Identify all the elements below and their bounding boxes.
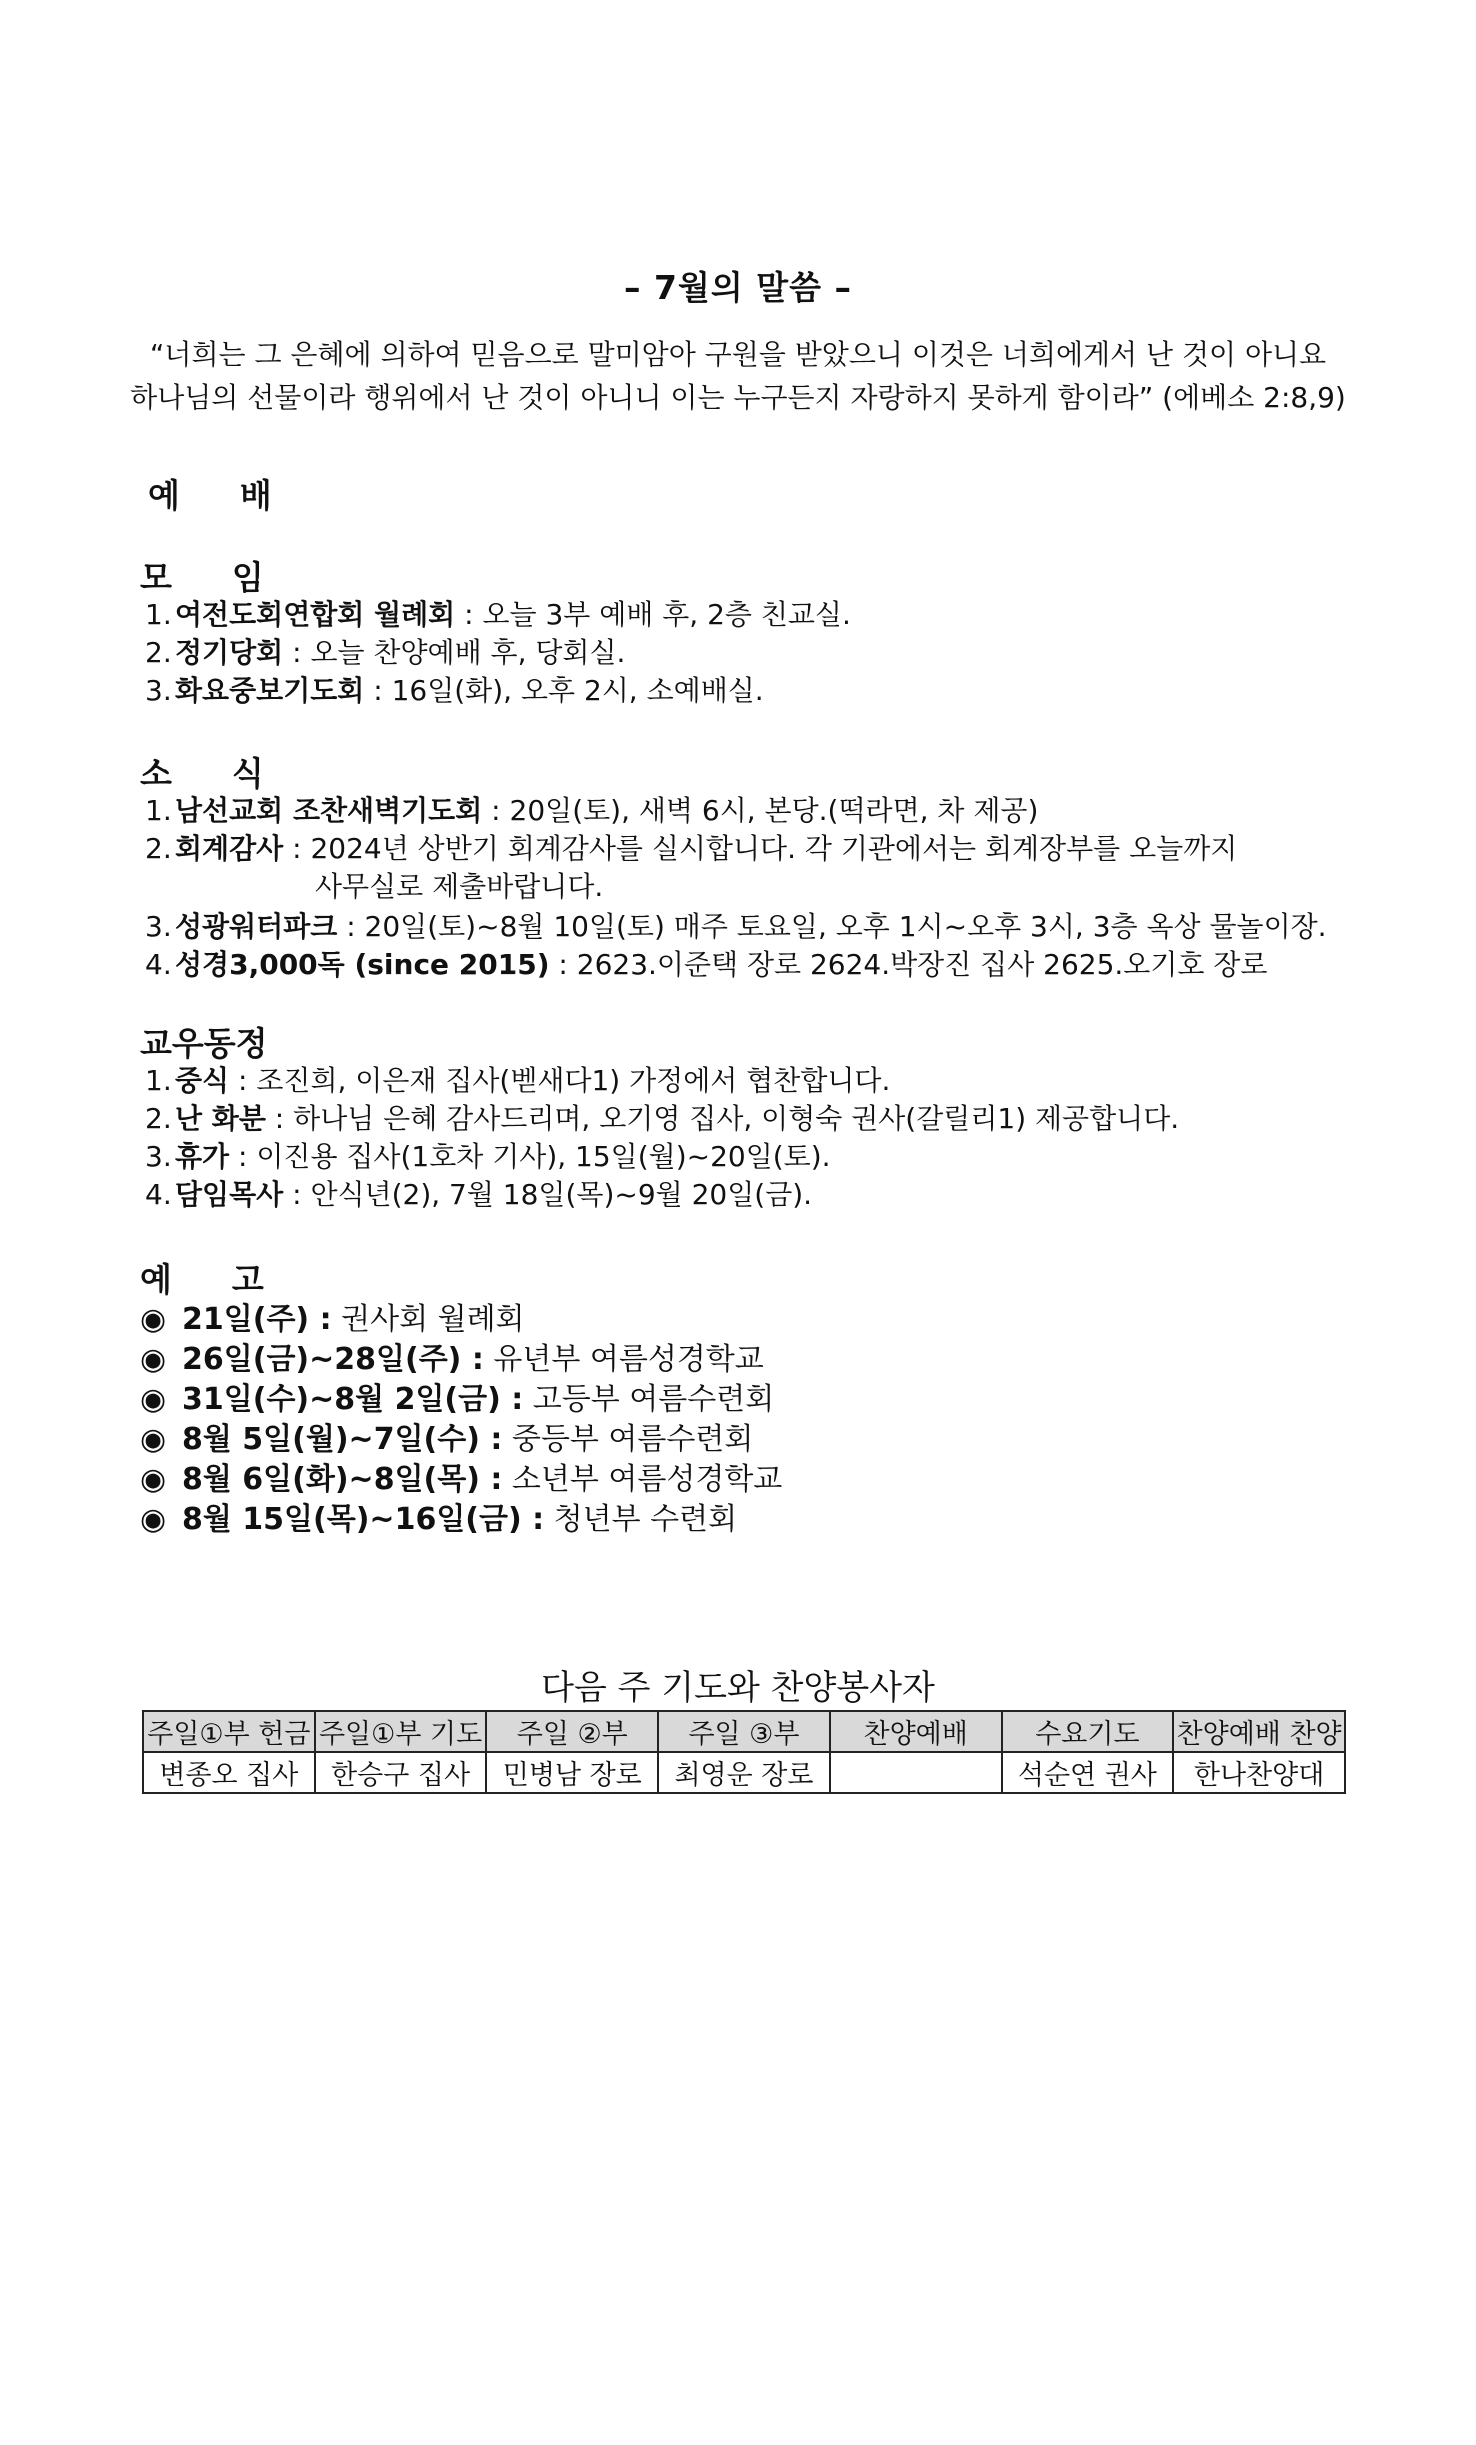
- fellowship-item: [145, 1138, 831, 1176]
- item-label: 회계감사: [175, 832, 284, 865]
- item-number: 2.: [145, 832, 172, 865]
- item-text: : 조진희, 이은재 집사(벧새다1) 가정에서 협찬합니다.: [229, 1064, 891, 1097]
- announce-item: [140, 1294, 525, 1338]
- table-header-cell: 주일①부 기도: [315, 1711, 487, 1752]
- announce-date: 8월 5일(월)~7일(수) :: [182, 1422, 503, 1457]
- news-item: [145, 908, 1327, 946]
- item-number: 3.: [145, 910, 172, 943]
- announce-item: [140, 1334, 764, 1378]
- item-number: 3.: [145, 1140, 172, 1173]
- item-text: : 20일(토)~8월 10일(토) 매주 토요일, 오후 1시~오후 3시, 3층 옥상 물놀이장.: [337, 910, 1327, 943]
- meeting-item: [145, 634, 625, 672]
- item-number: 2.: [145, 1102, 172, 1135]
- table-cell: 석순연 권사: [1002, 1752, 1174, 1793]
- fellowship-item: [145, 1176, 812, 1214]
- verse-title: – 7월의 말씀 –: [624, 268, 852, 307]
- item-number: 1.: [145, 1064, 172, 1097]
- announce-item: [140, 1494, 737, 1538]
- table-cell: 한나찬양대: [1173, 1752, 1345, 1793]
- table-header-cell: 찬양예배: [830, 1711, 1002, 1752]
- item-text: : 오늘 3부 예배 후, 2층 친교실.: [455, 598, 851, 631]
- section-news-title-b: 식: [231, 754, 264, 793]
- item-number: 1.: [145, 794, 172, 827]
- table-header-cell: 수요기도: [1002, 1711, 1174, 1752]
- item-text: : 이진용 집사(1호차 기사), 15일(월)~20일(토).: [229, 1140, 831, 1173]
- announce-text: 고등부 여름수련회: [523, 1382, 775, 1417]
- announce-date: 8월 15일(목)~16일(금) :: [182, 1502, 545, 1537]
- news-item: [145, 792, 1038, 830]
- item-number: 3.: [145, 674, 172, 707]
- bullet-icon: ◉: [140, 1422, 167, 1457]
- section-meeting-title-a: 모: [140, 558, 172, 597]
- item-text: : 오늘 찬양예배 후, 당회실.: [283, 636, 626, 669]
- news-item: [145, 830, 1237, 906]
- section-worship-title-a: 예: [148, 476, 180, 515]
- section-news-title-a: 소: [140, 754, 172, 793]
- item-label: 남선교회 조찬새벽기도회: [175, 794, 483, 827]
- table-cell: [830, 1752, 1002, 1793]
- table-header-cell: 찬양예배 찬양: [1173, 1711, 1345, 1752]
- bullet-icon: ◉: [140, 1502, 167, 1537]
- table-cell: 민병남 장로: [486, 1752, 658, 1793]
- announce-date: 21일(주) :: [182, 1302, 332, 1337]
- section-news-title: [140, 748, 264, 795]
- table-cell: 최영운 장로: [658, 1752, 830, 1793]
- item-label: 난 화분: [175, 1102, 266, 1135]
- announce-date: 8월 6일(화)~8일(목) :: [182, 1462, 503, 1497]
- bullet-icon: ◉: [140, 1302, 167, 1337]
- announce-item: [140, 1454, 782, 1498]
- news-item: [145, 946, 1267, 984]
- table-header-cell: 주일 ②부: [486, 1711, 658, 1752]
- table-cell: 한승구 집사: [315, 1752, 487, 1793]
- section-announce-title-a: 예: [140, 1260, 172, 1299]
- section-fellowship-title: 교우동정: [140, 1024, 268, 1063]
- item-text: : 하나님 은혜 감사드리며, 오기영 집사, 이형숙 권사(갈릴리1) 제공합니다.: [265, 1102, 1180, 1135]
- service-table-title: 다음 주 기도와 찬양봉사자: [541, 1668, 935, 1708]
- item-number: 1.: [145, 598, 172, 631]
- announce-text: 소년부 여름성경학교: [502, 1462, 783, 1497]
- announce-text: 유년부 여름성경학교: [483, 1342, 764, 1377]
- item-number: 2.: [145, 636, 172, 669]
- item-continuation: 사무실로 제출바랍니다.: [315, 870, 604, 903]
- announce-text: 권사회 월례회: [331, 1302, 525, 1337]
- announce-item: [140, 1414, 753, 1458]
- item-label: 중식: [175, 1064, 230, 1097]
- table-cell: 변종오 집사: [143, 1752, 315, 1793]
- section-meeting-title: [140, 552, 264, 599]
- fellowship-item: [145, 1100, 1179, 1138]
- section-meeting-title-b: 임: [231, 558, 264, 597]
- announce-text: 청년부 수련회: [544, 1502, 738, 1537]
- item-text: : 안식년(2), 7월 18일(목)~9월 20일(금).: [283, 1178, 813, 1211]
- table-header-cell: 주일①부 헌금: [143, 1711, 315, 1752]
- table-row: [143, 1752, 1345, 1793]
- bullet-icon: ◉: [140, 1382, 167, 1417]
- section-announce-title-b: 고: [231, 1260, 264, 1299]
- item-label: 성광워터파크: [175, 910, 338, 943]
- announce-date: 31일(수)~8월 2일(금) :: [182, 1382, 524, 1417]
- item-text: : 16일(화), 오후 2시, 소예배실.: [364, 674, 764, 707]
- table-header-row: [143, 1711, 1345, 1752]
- item-label: 화요중보기도회: [175, 674, 365, 707]
- announce-date: 26일(금)~28일(주) :: [182, 1342, 484, 1377]
- item-label: 성경3,000독 (since 2015): [175, 948, 550, 981]
- meeting-item: [145, 596, 851, 634]
- bullet-icon: ◉: [140, 1462, 167, 1497]
- announce-item: [140, 1374, 774, 1418]
- item-number: 4.: [145, 948, 172, 981]
- meeting-item: [145, 672, 764, 710]
- fellowship-item: [145, 1062, 890, 1100]
- item-number: 4.: [145, 1178, 172, 1211]
- verse-line-2: 하나님의 선물이라 행위에서 난 것이 아니니 이는 누구든지 자랑하지 못하게 함이라” (에베소 2:8,9): [130, 381, 1346, 414]
- item-label: 여전도회연합회 월례회: [175, 598, 456, 631]
- item-text: : 2623.이준택 장로 2624.박장진 집사 2625.오기호 장로: [549, 948, 1268, 981]
- item-label: 휴가: [175, 1140, 230, 1173]
- item-text: : 20일(토), 새벽 6시, 본당.(떡라면, 차 제공): [482, 794, 1039, 827]
- service-table: [142, 1710, 1346, 1794]
- table-header-cell: 주일 ③부: [658, 1711, 830, 1752]
- item-text: : 2024년 상반기 회계감사를 실시합니다. 각 기관에서는 회계장부를 오늘까지: [283, 832, 1238, 865]
- bullet-icon: ◉: [140, 1342, 167, 1377]
- verse-line-1: “너희는 그 은혜에 의하여 믿음으로 말미암아 구원을 받았으니 이것은 너희에게서 난 것이 아니요: [149, 338, 1327, 371]
- item-label: 담임목사: [175, 1178, 284, 1211]
- announce-text: 중등부 여름수련회: [502, 1422, 754, 1457]
- section-worship-title: [148, 470, 272, 517]
- item-label: 정기당회: [175, 636, 284, 669]
- section-worship-title-b: 배: [239, 476, 272, 515]
